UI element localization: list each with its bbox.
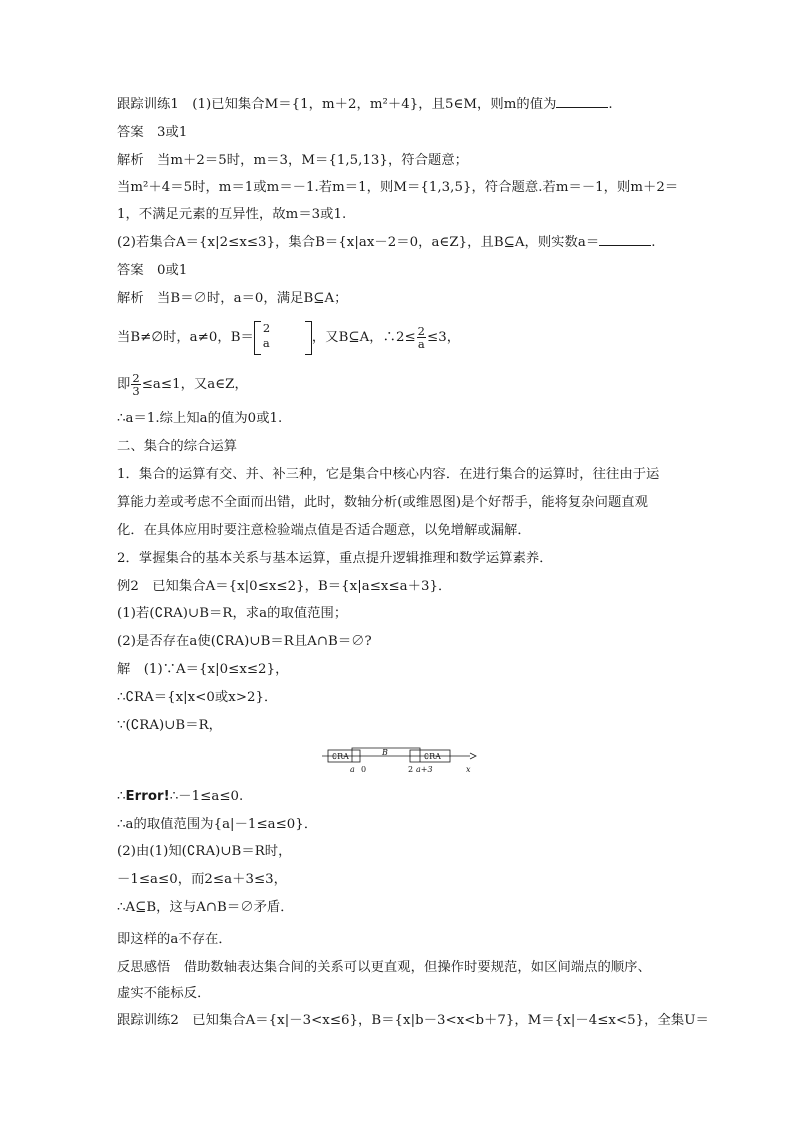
text-line: ∵(∁RA)∪B＝R， xyxy=(117,718,222,733)
text-line: 2．掌握集合的基本关系与基本运算，重点提升逻辑推理和数学运算素养． xyxy=(117,551,553,566)
text-line: 跟踪训练1 (1)已知集合M＝{1，m＋2，m²＋4}，且5∈M，则m的值为 . xyxy=(117,97,613,112)
fraction: $\frac{2}{a}$ xyxy=(417,324,426,351)
text-line: 解析 当m＋2＝5时，m＝3，M＝{1,5,13}，符合题意； xyxy=(117,153,469,168)
axis-label-x: x xyxy=(466,765,471,774)
text-line: ∴a的取值范围为{a|－1≤a≤0}． xyxy=(117,817,318,832)
text-line: 即 $\frac{2}{3}$ ≤a≤1，又a∈Z， xyxy=(117,371,248,398)
text-line: (2)是否存在a使(∁RA)∪B＝R且A∩B＝∅? xyxy=(117,634,372,649)
text-line: (2)若集合A＝{x|2≤x≤3}，集合B＝{x|ax－2＝0，a∈Z}，且B⊆A，则实数a＝ . xyxy=(117,235,656,250)
text-line: (1)若(∁RA)∪B＝R，求a的取值范围； xyxy=(117,606,348,621)
label-complement-right: ∁RA xyxy=(424,752,441,761)
text-line: 1．集合的运算有交、并、补三种，它是集合中核心内容．在进行集合的运算时，往往由于运 xyxy=(117,467,660,482)
text-line: 解析 当B＝∅时，a＝0，满足B⊆A； xyxy=(117,291,348,306)
text-line: (2)由(1)知(∁RA)∪B＝R时， xyxy=(117,844,292,859)
text-line: －1≤a≤0，而2≤a＋3≤3， xyxy=(117,872,288,887)
tick-a-plus-3: a+3 xyxy=(416,765,433,774)
reflection-title: 反思感悟 借助数轴表达集合间的关系可以更直观，但操作时要规范，如区间端点的顺序、 xyxy=(117,960,651,975)
section-heading: 二、集合的综合运算 xyxy=(117,439,238,454)
text-line: 化．在具体应用时要注意检验端点值是否适合题意，以免增解或漏解． xyxy=(117,523,531,538)
text-line: 答案 3或1 xyxy=(117,125,188,140)
text-line: 答案 0或1 xyxy=(117,263,188,278)
fraction: $\frac{2}{3}$ xyxy=(132,371,140,398)
text-line: ∴Error!∴－1≤a≤0. xyxy=(117,789,244,804)
answer-blank xyxy=(556,96,608,108)
error-marker: Error! xyxy=(125,789,170,804)
text-line: ∴∁RA＝{x|x<0或x>2}． xyxy=(117,690,278,705)
label-complement-left: ∁RA xyxy=(332,752,349,761)
text-line: 解 (1)∵A＝{x|0≤x≤2}， xyxy=(117,662,289,677)
text-line: ∴A⊆B，这与A∩B＝∅矛盾． xyxy=(117,900,294,915)
tick-a: a xyxy=(350,765,355,774)
text-line: 当m²＋4＝5时，m＝1或m＝－1.若m＝1，则M＝{1,3,5}，符合题意.若m＝－1，则m＋2＝ xyxy=(117,180,679,195)
example-title: 例2 已知集合A＝{x|0≤x≤2}，B＝{x|a≤x≤a＋3}． xyxy=(117,579,452,594)
tick-0: 0 xyxy=(361,765,367,774)
text-line: 算能力差或考虑不全面而出错，此时，数轴分析(或维恩图)是个好帮手，能将复杂问题直观 xyxy=(117,495,649,510)
text-line: 即这样的a不存在． xyxy=(117,932,232,947)
text-line: 当B≠∅时，a≠0，B＝ 2 a ，又B⊆A，∴2≤ $\frac{2}{a}$ ≤3， xyxy=(117,320,682,356)
number-line-figure xyxy=(320,742,480,780)
label-b: B xyxy=(382,748,388,757)
text-line: ∴a＝1.综上知a的值为0或1. xyxy=(117,411,283,426)
text-line: 1，不满足元素的互异性，故m＝3或1. xyxy=(117,207,347,222)
set-brace: 2 a xyxy=(254,321,312,355)
answer-blank xyxy=(599,234,651,246)
tick-2: 2 xyxy=(408,765,414,774)
exercise-title: 跟踪训练2 已知集合A＝{x|－3<x≤6}，B＝{x|b－3<x<b＋7}，M＝{x|－4≤x<5}，全集U＝ xyxy=(117,1013,709,1028)
text-line: 虚实不能标反． xyxy=(117,986,211,1001)
